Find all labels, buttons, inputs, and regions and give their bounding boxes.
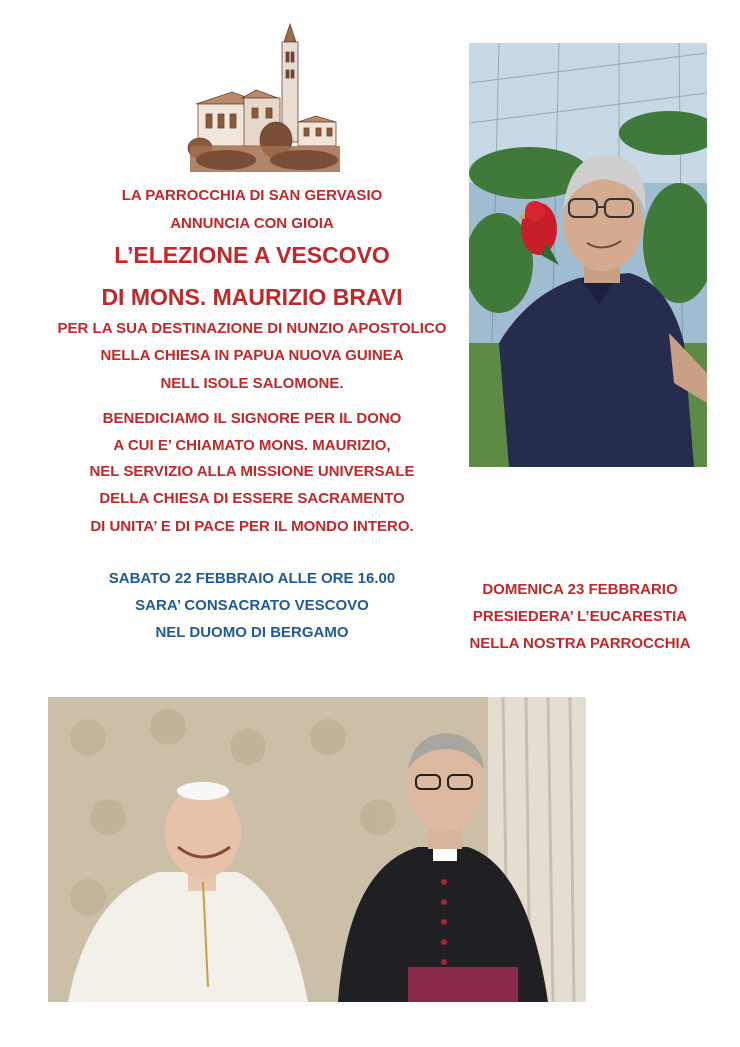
blessing-line: BENEDICIAMO IL SIGNORE PER IL DONO xyxy=(102,410,402,427)
headline-line: DI MONS. MAURIZIO BRAVI xyxy=(101,284,403,310)
consecration-line: SABATO 22 FEBBRAIO ALLE ORE 16.00 xyxy=(108,570,396,587)
intro-line: LA PARROCCHIA DI SAN GERVASIO xyxy=(121,187,383,204)
church-logo xyxy=(186,22,346,174)
eucharist-line: NELLA NOSTRA PARROCCHIA xyxy=(469,635,691,652)
destination-line: PER LA SUA DESTINAZIONE DI NUNZIO APOSTOLICO xyxy=(57,320,447,337)
consecration-line: SARA’ CONSACRATO VESCOVO xyxy=(135,597,369,614)
destination-line: NELL ISOLE SALOMONE. xyxy=(160,375,344,392)
photo-pope-with-bishop xyxy=(48,697,586,1002)
headline-line: L’ELEZIONE A VESCOVO xyxy=(114,242,390,268)
blessing-line: DI UNITA’ E DI PACE PER IL MONDO INTERO. xyxy=(90,518,414,535)
blessing-line: DELLA CHIESA DI ESSERE SACRAMENTO xyxy=(99,490,405,507)
destination-line: NELLA CHIESA IN PAPUA NUOVA GUINEA xyxy=(100,347,404,364)
eucharist-announcement xyxy=(460,576,700,657)
eucharist-line: PRESIEDERA’ L’EUCARESTIA xyxy=(472,608,688,625)
intro-line: ANNUNCIA CON GIOIA xyxy=(170,215,334,232)
blessing-line: A CUI E’ CHIAMATO MONS. MAURIZIO, xyxy=(113,437,391,454)
photo-bishop-with-parrot xyxy=(469,43,707,467)
blessing-line: NEL SERVIZIO ALLA MISSIONE UNIVERSALE xyxy=(89,463,415,480)
eucharist-line: DOMENICA 23 FEBBRARIO xyxy=(482,581,678,598)
consecration-line: NEL DUOMO DI BERGAMO xyxy=(155,624,349,641)
